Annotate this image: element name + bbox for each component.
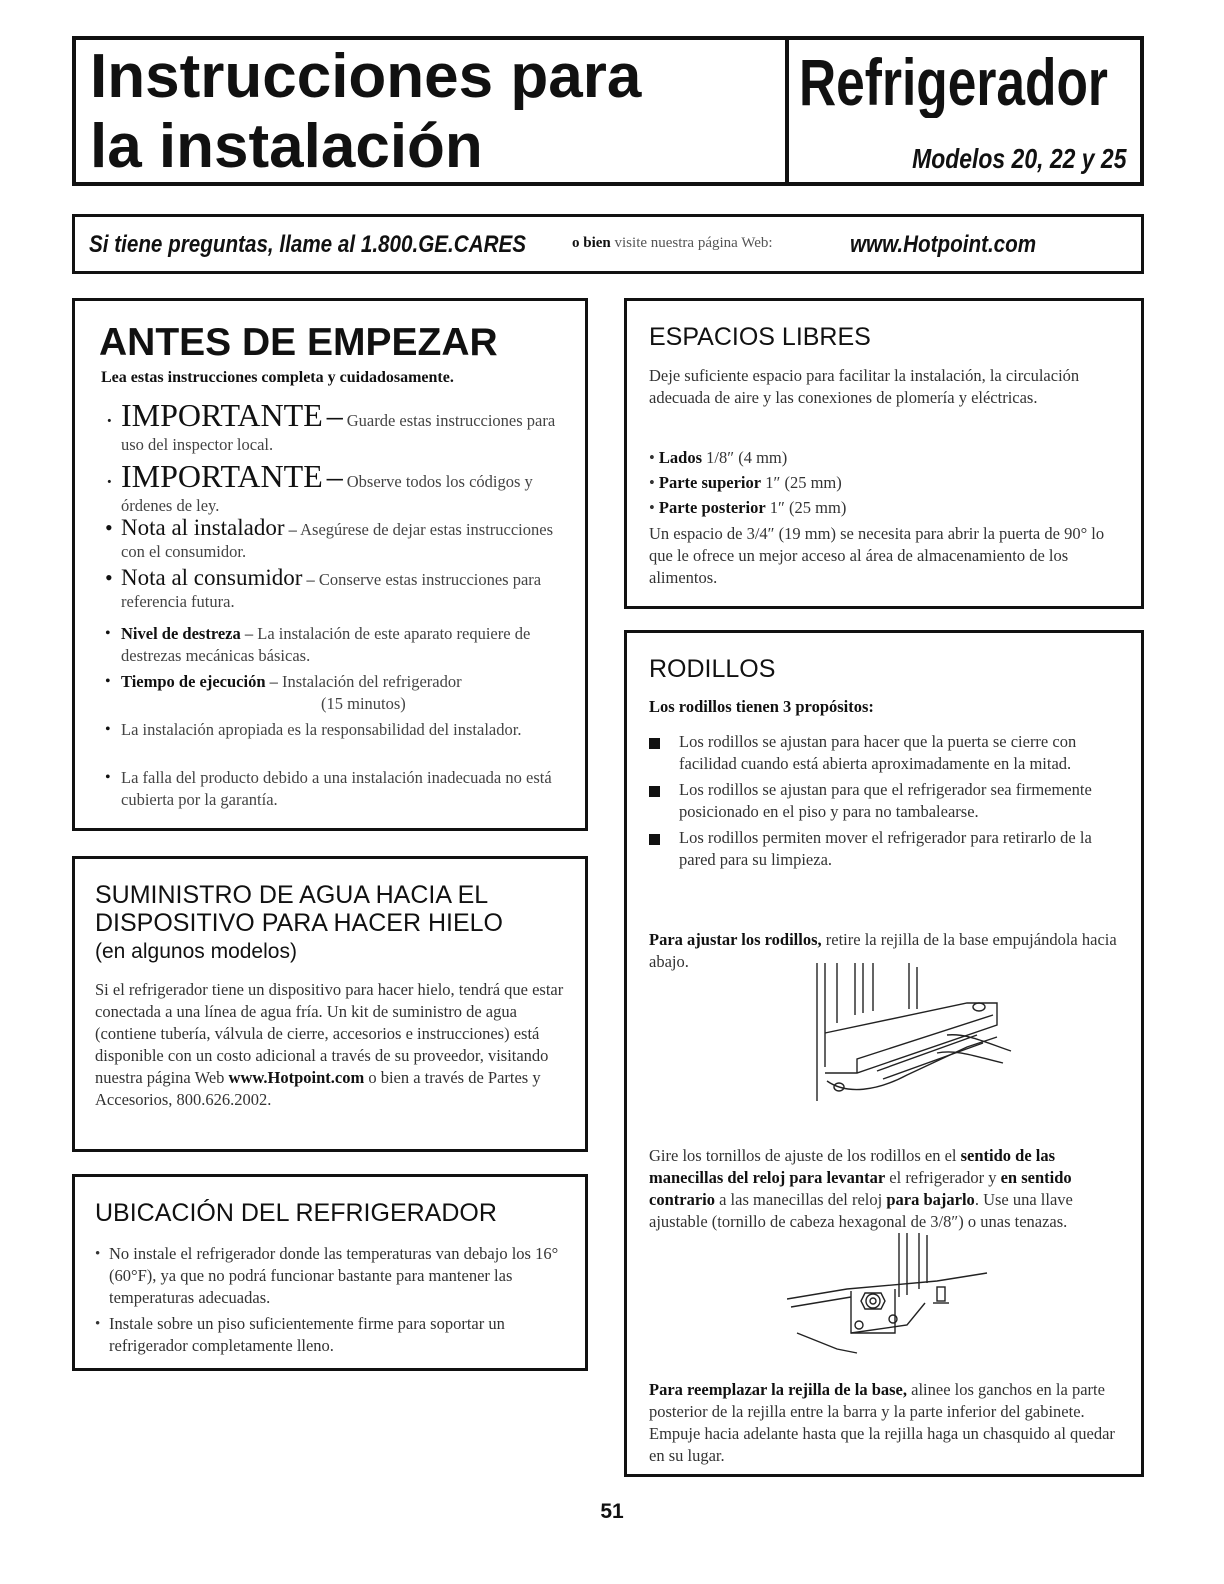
agua-website-link[interactable]: www.Hotpoint.com bbox=[228, 1068, 365, 1087]
antes-item-label: Tiempo de ejecución bbox=[121, 672, 266, 691]
rodillos-replace: Para reemplazar la rejilla de la base, alinee los ganchos en la parte posterior de la rejilla entre la barra y la parte inferior del gabinete. Empuje hacia adelante hasta que la rejilla haga un chasquido al quedar en su lugar. bbox=[649, 1380, 1115, 1465]
header-product-box bbox=[785, 36, 1144, 186]
rodillos-intro: Los rodillos tienen 3 propósitos: bbox=[649, 697, 874, 716]
espacios-item: • Parte posterior 1″ (25 mm) bbox=[649, 498, 847, 517]
website-link[interactable]: www.Hotpoint.com bbox=[850, 231, 1037, 258]
antes-item-text: Instalación del refrigerador bbox=[282, 672, 462, 691]
rodillos-item: Los rodillos se ajustan para que el refrigerador sea firmemente posicionado en el piso y para no tambalearse. bbox=[649, 779, 1121, 823]
antes-item-label: IMPORTANTE bbox=[121, 397, 323, 433]
product-title: Refrigerador bbox=[799, 46, 1108, 118]
rodillos-item: Los rodillos permiten mover el refrigerador para retirarlo de la pared para su limpieza. bbox=[649, 827, 1121, 871]
agua-title-line2: DISPOSITIVO PARA HACER HIELO bbox=[95, 909, 503, 937]
espacios-title: ESPACIOS LIBRES bbox=[649, 323, 871, 351]
section-espacios bbox=[624, 298, 1144, 609]
rodillos-title: RODILLOS bbox=[649, 655, 776, 683]
antes-item-text: Conserve estas instrucciones para referencia futura. bbox=[121, 570, 542, 611]
page-number: 51 bbox=[600, 1500, 624, 1523]
espacios-note: Un espacio de 3/4″ (19 mm) se necesita para abrir la puerta de 90° lo que le ofrece un mejor acceso al área de almacenamiento de los alimentos. bbox=[649, 524, 1105, 587]
ubicacion-item: • No instale el refrigerador donde las temperaturas van debajo los 16°(60°F), ya que no podrá funcionar bastante para mantener las temperaturas adecuadas. bbox=[95, 1244, 559, 1307]
antes-title: ANTES DE EMPEZAR bbox=[99, 321, 498, 364]
espacios-item: • Parte superior 1″ (25 mm) bbox=[649, 473, 842, 492]
antes-item: • Nivel de destreza – La instalación de este aparato requiere de destrezas mecánicas básicas. bbox=[105, 624, 531, 665]
espacios-intro: Deje suficiente espacio para facilitar la instalación, la circulación adecuada de aire y las conexiones de plomería y eléctricas. bbox=[649, 366, 1080, 407]
espacios-list bbox=[649, 445, 1127, 520]
rodillos-adjust: Para ajustar los rodillos, retire la rejilla de la base empujándola hacia abajo. bbox=[649, 930, 1117, 971]
ubicacion-item: • Instale sobre un piso suficientemente firme para soportar un refrigerador completamente lleno. bbox=[95, 1314, 505, 1355]
antes-item-text: La falla del producto debido a una instalación inadecuada no está cubierta por la garantía. bbox=[121, 768, 552, 809]
antes-item-duration: (15 minutos) bbox=[321, 694, 406, 713]
antes-item-label: Nota al instalador bbox=[121, 515, 285, 540]
espacios-item: • Lados 1/8″ (4 mm) bbox=[649, 448, 788, 467]
section-ubicacion bbox=[72, 1174, 588, 1371]
rodillos-list bbox=[649, 731, 1121, 875]
antes-item-text: La instalación de este aparato requiere de destrezas mecánicas básicas. bbox=[121, 624, 531, 665]
page-title-line2: la instalación bbox=[90, 112, 483, 181]
section-agua bbox=[72, 856, 588, 1152]
antes-item-label: Nota al consumidor bbox=[121, 565, 303, 590]
antes-item-text: Observe todos los códigos y órdenes de ley. bbox=[121, 472, 533, 515]
header-title-box bbox=[72, 36, 789, 186]
contact-bar bbox=[72, 214, 1144, 274]
antes-item-text: Guarde estas instrucciones para uso del inspector local. bbox=[121, 411, 556, 454]
antes-item: · IMPORTANTE – Observe todos los códigos y órdenes de ley. bbox=[105, 458, 533, 515]
antes-item: · IMPORTANTE – Guarde estas instrucciones para uso del inspector local. bbox=[105, 397, 556, 454]
base-grille-illustration bbox=[797, 963, 1027, 1113]
antes-item: • La instalación apropiada es la responsabilidad del instalador. bbox=[105, 719, 575, 741]
section-antes bbox=[72, 298, 588, 831]
roller-screw-illustration bbox=[787, 1233, 1007, 1358]
antes-item: • Tiempo de ejecución – Instalación del refrigerador (15 minutos) bbox=[105, 671, 575, 715]
contact-visit: visite nuestra página Web: bbox=[614, 235, 773, 251]
antes-item-text: Asegúrese de dejar estas instrucciones con el consumidor. bbox=[121, 520, 554, 561]
ubicacion-title: UBICACIÓN DEL REFRIGERADOR bbox=[95, 1199, 497, 1227]
models-label: Modelos 20, 22 y 25 bbox=[911, 143, 1126, 174]
antes-item-label: Nivel de destreza bbox=[121, 624, 241, 643]
antes-item-label: IMPORTANTE bbox=[121, 458, 323, 494]
section-rodillos bbox=[624, 630, 1144, 1477]
rodillos-item: Los rodillos se ajustan para hacer que la puerta se cierre con facilidad cuando está abierta aproximadamente en la mitad. bbox=[649, 731, 1121, 775]
contact-or: o bien bbox=[572, 235, 611, 251]
antes-item: • La falla del producto debido a una instalación inadecuada no está cubierta por la garantía. bbox=[105, 767, 575, 811]
contact-question: Si tiene preguntas, llame al 1.800.GE.CARES bbox=[89, 231, 527, 258]
rodillos-turn: Gire los tornillos de ajuste de los rodillos en el sentido de las manecillas del reloj para levantar el refrigerador y en sentido contrario a las manecillas del reloj para bajarlo. Use una llave ajustable (tornillo de cabeza hexagonal de 3/8″) o unas tenazas. bbox=[649, 1146, 1073, 1231]
agua-subtitle: (en algunos modelos) bbox=[95, 940, 297, 963]
antes-intro: Lea estas instrucciones completa y cuidadosamente. bbox=[101, 369, 454, 386]
antes-item: • Nota al consumidor – Conserve estas instrucciones para referencia futura. bbox=[105, 565, 542, 611]
page-title-line1: Instrucciones para bbox=[90, 42, 642, 111]
antes-item-text: La instalación apropiada es la responsabilidad del instalador. bbox=[121, 720, 522, 739]
agua-body: Si el refrigerador tiene un dispositivo para hacer hielo, tendrá que estar conectada a una línea de agua fría. Un kit de suministro de agua (contiene tubería, válvula de cierre, accesorios e instrucciones) está disponible con un costo adicional a través de su proveedor, visitando nuestra página Web www.Hotpoint.com o bien a través de Partes y Accesorios, 800.626.2002. bbox=[95, 980, 564, 1109]
antes-item: • Nota al instalador – Asegúrese de dejar estas instrucciones con el consumidor. bbox=[105, 515, 554, 561]
agua-title-line1: SUMINISTRO DE AGUA HACIA EL bbox=[95, 881, 489, 909]
